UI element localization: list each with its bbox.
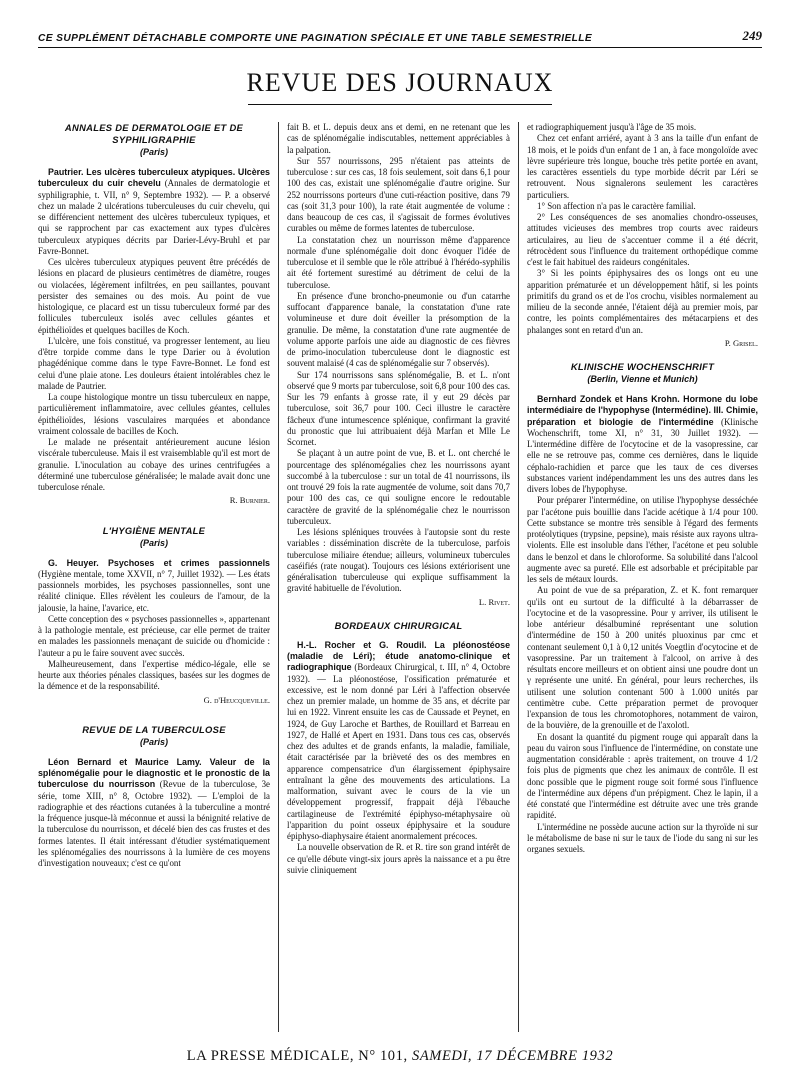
section-place: (Berlin, Vienne et Munich): [587, 374, 698, 384]
section-heading: BORDEAUX CHIRURGICAL: [334, 619, 463, 631]
paragraph: Cette conception des « psychoses passionnelles », appartenant à la pathologie mentale, est précieuse, car elle permet de traiter en malades les passionnels menaçant de suicide ou d'homicide : l'auteur a pu le faire souvent avec succès.: [38, 613, 270, 658]
page-footer: [38, 1048, 762, 1065]
masthead-rule: [248, 104, 552, 105]
article-text: (Annales de dermatologie et syphiligraphie, t. VII, n° 9, Septembre 1932). — P. a observé chez un malade 2 ulcérations tuberculeuses du cuir chevelu, qui se différencient nettement des ulcères tuberculeux typiques, et qui se rapprochent par cas exactement aux types d'ulcères tuberculeux atypiques décrits par Darier-Lévy-Bruhl et par Favre-Bonnet.: [38, 178, 270, 256]
paragraph: Les lésions spléniques trouvées à l'autopsie sont du reste variables : dissémination discrète de la tuberculose, parfois tuberculose miliaire étendue; ailleurs, volumineux tubercules caséifiés (rate nougat). Toujours ces lésions extériorisent une généralisation tuberculeuse qui explique suffisamment la gravité habituelle de l'évolution.: [287, 527, 510, 594]
article-abstract: [527, 394, 758, 495]
page-number: 249: [742, 28, 762, 43]
section-place: (Paris): [139, 537, 168, 548]
paragraph: La constatation chez un nourrisson même d'apparence normale d'une splénomégalie doit donc évoquer l'idée de tuberculose et il semble que le rôle attribué à l'hérédo-syphilis ait été fortement surestimé au détriment de celui de la tuberculose.: [287, 234, 510, 290]
masthead-title: REVUE DES JOURNAUX: [246, 68, 554, 97]
column-2: [278, 122, 518, 1032]
section-heading: KLINISCHE WOCHENSCHRIFT: [570, 361, 715, 372]
paragraph: Le malade ne présentait antérieurement aucune lésion viscérale tuberculeuse. Mais il est vraisemblable qu'il est mort de granulie. L'inoculation au cobaye des urines centrifugées a déterminé une tuberculose généralisée; le malade avait donc une tuberculose rénale.: [38, 437, 270, 492]
column-3: [518, 122, 758, 1032]
paragraph: Chez cet enfant arriéré, ayant à 3 ans la taille d'un enfant de 18 mois, et le poids d'un enfant de 1 an, à face mongoloïde avec lèvre supérieure très longue, bouche très petite portée en avant, les caractères essentiels du type morbide décrit par Léri se retrouvent. Nous signalerons seulement les caractères particuliers.: [527, 133, 758, 200]
author-signature: G. d'Heucqueville.: [203, 694, 270, 705]
article-abstract: [287, 640, 510, 843]
paragraph: Se plaçant à un autre point de vue, B. et L. ont cherché le pourcentage des splénomégalies chez les nourrissons ayant succombé à la tuberculose : sur un total de 41 nourrissons, ils ont trouvé 29 fois la rate augmentée de volume, soit dans 70,7 pour 100 des cas, ce qui souligne encore le redoutable caractère de gravité de la splénomégalie chez le nourrisson tuberculeux.: [287, 448, 510, 526]
paragraph: Malheureusement, dans l'expertise médico-légale, elle se heurte aux théories pénales classiques, basées sur les dogmes de la démence et de la responsabilité.: [38, 658, 270, 692]
paragraph: et radiographiquement jusqu'à l'âge de 35 mois.: [527, 122, 697, 132]
paragraph: Ces ulcères tuberculeux atypiques peuvent être précédés de lésions en placard de plusieurs centimètres de diamètre, rouges ou violacées, légèrement infiltrées, en peu saillantes, pouvant persister des semaines ou des mois. Au point de vue histologique, ce placard est un tissu tuberculeux formé par des follicules tuberculeux isolés avec cellules géantes et épithélioïdes et quelques bacilles de Koch.: [38, 257, 270, 335]
paragraph: L'ulcère, une fois constitué, va progresser lentement, au lieu d'être torpide comme dans le type Darier ou à évolution phagédénique comme dans le type Favre-Bonnet. Le fond est celui d'une plaie atone. Les douleurs étaient intolérables chez le malade de Pautrier.: [38, 335, 270, 391]
running-head: [38, 26, 762, 48]
article-lead: Pautrier. Les ulcères tuberculeux atypiques. Ulcères tuberculeux du cuir chevelu: [38, 167, 270, 189]
article-lead: Léon Bernard et Maurice Lamy. Valeur de la splénomégalie pour le diagnostic et le pronostic de la tuberculose du nourrisson: [38, 756, 270, 790]
article-lead: G. Heuyer. Psychoses et crimes passionnels: [48, 557, 270, 568]
spacer: [527, 349, 758, 361]
running-head-text: CE SUPPLÉMENT DÉTACHABLE COMPORTE UNE PAGINATION SPÉCIALE ET UNE TABLE SEMESTRIELLE: [38, 33, 593, 44]
article-text: (Klinische Wochenschrift, tome XI, n° 31, 30 Juillet 1932). — L'intermédine diffère de l'ocytocine et de la vasopressine, car elle ne se retrouve pas, comme ces dernières, dans le liquide céphalo-rachidien et parce que les taux de ces diverses substances varient indépendamment les uns des autres dans les divers lobes de l'hypophyse.: [527, 416, 758, 494]
section-heading: ANNALES DE DERMATOLOGIE ET DE SYPHILIGRAPHIE: [64, 122, 244, 145]
article-abstract: [38, 558, 270, 614]
paragraph: En présence d'une broncho-pneumonie ou d'un catarrhe suffocant d'apparence banale, la constatation d'une rate volumineuse et dure doit éveiller la présomption de la granulie. De même, la constatation d'une rate augmentée de volume apporte parfois une aide au diagnostic de ces fièvres de primo-inoculation tuberculeuse dont le diagnostic est souvent malaisé (4 cas de splénomégalie sur 7 observés).: [287, 290, 510, 369]
paragraph: En dosant la quantité du pigment rouge qui apparaît dans la peau du vairon sous l'influence de l'intermédine, on constate une augmentation considérable : après traitement, on trouve 4 1/2 fois plus de pigments que chez les animaux de contrôle. Il est donc possible que le pigment rouge soit formé sous l'influence de l'intermédine aux dépens d'un prépigment. Chez le lapin, il a été constaté que l'intermédine est détruite avec une très grande rapidité.: [527, 731, 758, 821]
paragraph: Au point de vue de sa préparation, Z. et K. font remarquer qu'ils ont eu surtout de la difficulté à la débarrasser de l'ocytocine et de la vasopressine. Pour y arriver, ils utilisent le lobe antérieur désalbuminé représentant une solution d'intermédine de 150 à 200 unités pluoxinus par cmc et contenant seulement 0,1 à 0,12 unités Voegtlin d'ocytocine et de vasopressine. Par un traitement à l'alcool, on arrive à des résultats encore meilleurs et on obtient ainsi une poudre dont un γ représente une unité. En général, pour leurs recherches, ils utilisent une solution contenant 500 à 1.000 unités par centimètre cube. Cette préparation permet de provoquer l'expansion de tous les chromotophores, notamment de vairon, de la bouvière, de la grenouille et de l'axolotl.: [527, 585, 758, 731]
paragraph: Pour préparer l'intermédine, on utilise l'hypophyse desséchée par l'acétone puis bouillie dans l'acide acétique à 1/4 pour 100. Cette substance se montre très sensible à l'égard des ferments protéolytiques (trypsine, pepsine), mais résiste aux rayons ultra-violents. Elle est insoluble dans l'éther, l'acétone et peu soluble dans le benzol et dans le chloroforme. Sa solubilité dans l'alcool augmente avec sa pureté. Elle est adsorbable et précipitable par les sels de métaux lourds.: [527, 495, 758, 584]
paragraph: 3° Si les points épiphysaires des os longs ont eu une apparition prématurée et un développement hâtif, si les points primitifs du grand os et de l'os crochu, visibles normalement au milieu de la seconde année, l'étaient déjà au premier mois, par contre, les points complémentaires des métacarpiens et des phalanges sont en retard d'un an.: [527, 268, 758, 335]
article-text: (Revue de la tuberculose, 3e série, tome XIII, n° 8, Octobre 1932). — L'emploi de la radiographie et des réactions cutanées à la tuberculine a montré la fréquence jusque-là méconnue et aussi la bénignité relative de la tuberculose du nourrisson, et décelé bien des cas frustes et des formes latentes. Il était intéressant d'étudier systématiquement les splénomégalies des nourrissons à la lumière de ces moyens d'investigation nouveaux; c'est ce qu'ont: [38, 779, 270, 868]
paragraph: 1° Son affection n'a pas le caractère familial.: [537, 200, 696, 211]
column-1: [38, 122, 278, 1032]
author-signature: P. Grisel.: [724, 337, 758, 348]
section-heading: L'HYGIÈNE MENTALE: [102, 524, 206, 536]
spacer: [287, 608, 510, 620]
section-place: (Paris): [139, 147, 168, 157]
author-signature: R. Burnier.: [229, 495, 270, 506]
article-lead: Bernhard Zondek et Hans Krohn. Hormone du lobe intermédiaire de l'hypophyse (Intermédine). III. Chimie, préparation et biologie de l'intermédine: [527, 394, 758, 427]
paragraph: La coupe histologique montre un tissu tuberculeux en nappe, particulièrement inflammatoire, avec cellules géantes, cellules épithélioïdes, lésions vasculaires marquées et abondance vraiment colossale de bacilles de Koch.: [38, 392, 270, 436]
paragraph: fait B. et L. depuis deux ans et demi, en ne retenant que les cas de splénomégalie indiscutables, nettement appréciables à la palpation.: [287, 122, 510, 155]
spacer: [38, 507, 270, 525]
paragraph: 2° Les conséquences de ses anomalies chondro-osseuses, attitudes vicieuses des membres trop courts avec raideurs articulaires, au lieu de s'accentuer comme il a été décrit, rétrocèdent sous l'influence du traitement orthopédique comme c'est le fait habituel des raideurs congénitales.: [527, 212, 758, 267]
article-lead: H.-L. Rocher et G. Roudil. La pléonostéose (maladie de Léri); étude anatomo-clinique et radiographique: [287, 639, 510, 673]
article-text: (Hygiène mentale, tome XXVII, n° 7, Juillet 1932). — Les états passionnels morbides, les psychoses passionnelles, sont une réalité clinique. Elles révèlent les couleurs de l'amour, de la jalousie, la haine, l'avarice, etc.: [38, 568, 270, 613]
section-place: (Paris): [139, 736, 168, 747]
article-abstract: [38, 167, 270, 257]
paragraph: La nouvelle observation de R. et R. tire son grand intérêt de ce qu'elle débute vingt-six jours après la naissance et a pu être suivie cliniquement: [287, 842, 510, 875]
paragraph: Sur 174 nourrissons sans splénomégalie, B. et L. n'ont observé que 9 morts par tuberculose, soit 6,8 pour 100 des cas. Sur les 79 enfants à grosse rate, il y eut 29 décès par tuberculose, soit 36,7 pour 100. Ceci illustre le caractère fâcheux d'une intumescence splénique, confirmant la gravité du pronostic que lui attribuaient déjà Marfan et Mlle Le Scornet.: [287, 369, 510, 447]
article-text: (Bordeaux Chirurgical, t. III, n° 4, Octobre 1932). — La pléonostéose, l'ossification prématurée et excessive, est le nom donné par Léri à l'affection observée chez un premier malade, un homme de 35 ans, et décrite par lui en 1922. Vinrent ensuite les cas de Caussade et Peynet, en 1924, de Guy Laroche et Barthes, de Rouillard et Barreau en 1927, de Hallé et Apert en 1931. Dans tous ces cas, observés chez des adultes et de grands enfants, la maladie, familiale, était caractérisée par la brièveté des os des membres en apparence compensatrice d'un élargissement épiphysaire entraînant la gêne des mouvements des articulations. La malformation, suivant avec le cours de la vie un développement progressif, frappait déjà l'ébauche cartilagineuse de l'extrémité épiphyso-métaphysaire où l'apparition du point osseux épiphysaire et la soudure épiphyso-diaphysaire étaient anormalement précoces.: [287, 662, 510, 841]
article-abstract: [38, 757, 270, 870]
footer-date: SAMEDI, 17 DÉCEMBRE 1932: [411, 1048, 614, 1064]
paragraph: Sur 557 nourrissons, 295 n'étaient pas atteints de tuberculose : sur ces cas, 18 fois seulement, soit dans 6,1 pour 100 des cas, existait une splénomégalie d'autre origine. Sur 252 nourrissons porteurs d'une cuti-réaction positive, dans 79 cas (soit 31,3 pour 100), la rate était augmentée de volume : dans beaucoup de ces cas, il s'agissait de formes évolutives curables ou même de formes latentes de tuberculose.: [287, 155, 510, 234]
paragraph: L'intermédine ne possède aucune action sur la thyroïde ni sur le métabolisme de base ni sur le taux de l'iode du sang ni sur les organes sexuels.: [527, 821, 758, 854]
author-signature: L. Rivet.: [478, 596, 510, 607]
section-heading: REVUE DE LA TUBERCULOSE: [82, 723, 226, 735]
spacer: [38, 706, 270, 724]
footer-journal: LA PRESSE MÉDICALE, N° 101,: [186, 1048, 408, 1064]
columns: [38, 122, 762, 1032]
